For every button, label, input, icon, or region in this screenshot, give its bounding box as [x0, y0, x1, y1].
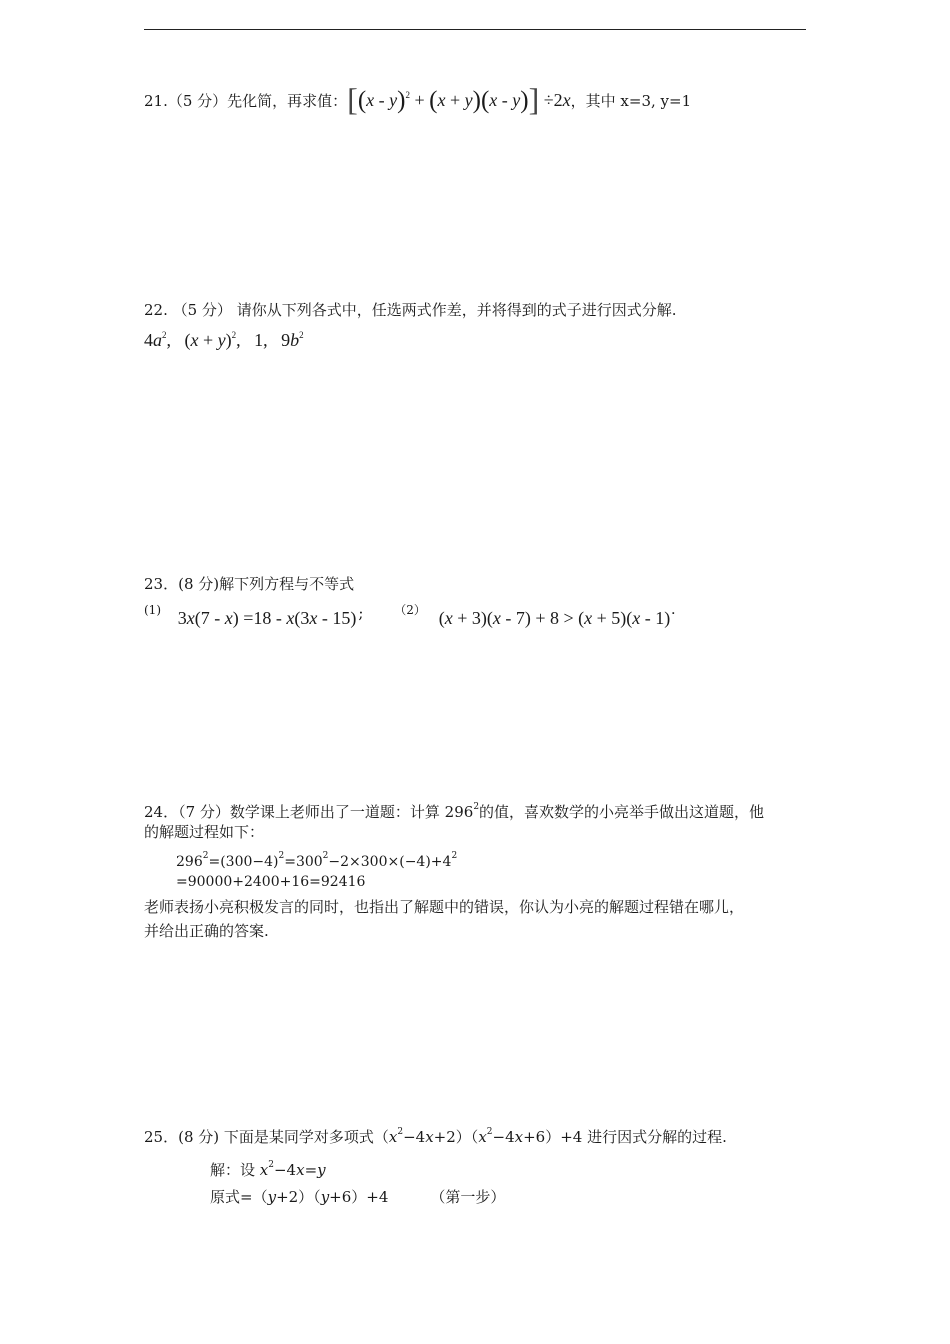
- q23-part1-label: (1): [144, 603, 161, 617]
- question-24-line2: 的解题过程如下：: [144, 823, 265, 841]
- q24-calc1-a: 296: [176, 854, 203, 870]
- q24-calc1-d: −2×300×(−4)+4: [328, 854, 452, 870]
- question-24-line6: 并给出正确的答案.: [144, 922, 269, 940]
- question-24-line5: 老师表扬小亮积极发言的同时，也指出了解题中的错误，你认为小亮的解题过程错在哪儿，: [144, 898, 745, 916]
- question-24-line1: 24．（7 分）数学课上老师出了一道题：计算 $296^2$的值，喜欢数学的小亮举手做出这道题，他: [144, 802, 765, 821]
- q24-calc-line2: =90000+2400+16=92416: [176, 874, 366, 890]
- q25-poly1: $x^2-4x+2$: [388, 1127, 456, 1146]
- question-21: [144, 81, 692, 117]
- q25-intro-c: ）+4 进行因式分解的过程.: [545, 1128, 727, 1146]
- q22-expressions: $4a^2$, $(x + y)^2$, 1, $9b^2$: [144, 330, 304, 350]
- question-22: 22. （5 分） 请你从下列各式中，任选两式作差，并将得到的式子进行因式分解.: [144, 301, 677, 319]
- q24-line1-a: 24．（7 分）数学课上老师出了一道题：计算 296: [144, 803, 474, 821]
- q25-jie: 解：设: [210, 1161, 260, 1179]
- q23-part2-label: （2）: [394, 603, 426, 617]
- q25-intro-b: ）（: [455, 1128, 479, 1146]
- q23-semicolon: ;: [358, 604, 364, 622]
- q23-equations: [144, 598, 677, 628]
- q23-inequality: (x + 3)(x - 7) + 8 > (x + 5)(x - 1)˙: [438, 608, 677, 628]
- q24-calc-line1: $296^2=(300-4)^2=300^2-2\times 300\times(-4)+4^2$: [176, 851, 458, 870]
- q24-line1-b: 的值，喜欢数学的小亮举手做出这道题，他: [479, 803, 765, 821]
- q21-prefix: 21.（5 分）先化简，再求值：: [144, 92, 348, 110]
- q25-step1-label: （第一步）: [430, 1188, 506, 1206]
- q21-suffix: ，其中 x=3, y=1: [570, 92, 692, 110]
- q24-calc1-c: =300: [284, 854, 323, 870]
- q25-step1: 原式=（y+2）（y+6）+4 （第一步）: [210, 1188, 506, 1206]
- question-25-intro: [144, 1122, 727, 1147]
- q21-expression: [(x - y)$^2$ + (x + y)(x - y)] ÷2x: [347, 81, 571, 117]
- q22-one: 1,: [254, 330, 268, 350]
- q24-calc1-b: =(300−4): [208, 854, 279, 870]
- q23-equation: 3x(7 - x) =18 - x(3x - 15): [177, 608, 357, 628]
- q25-yuanshi: 原式=（: [210, 1188, 268, 1206]
- question-23-title: 23．(8 分)解下列方程与不等式: [144, 575, 355, 593]
- q25-substitution: 解：设 $x^2-4x=y$: [210, 1160, 326, 1179]
- header-rule: [144, 29, 806, 30]
- q25-intro-a: 25．(8 分) 下面是某同学对多项式（: [144, 1128, 389, 1146]
- q25-poly2: $x^2-4x+6$: [478, 1127, 546, 1146]
